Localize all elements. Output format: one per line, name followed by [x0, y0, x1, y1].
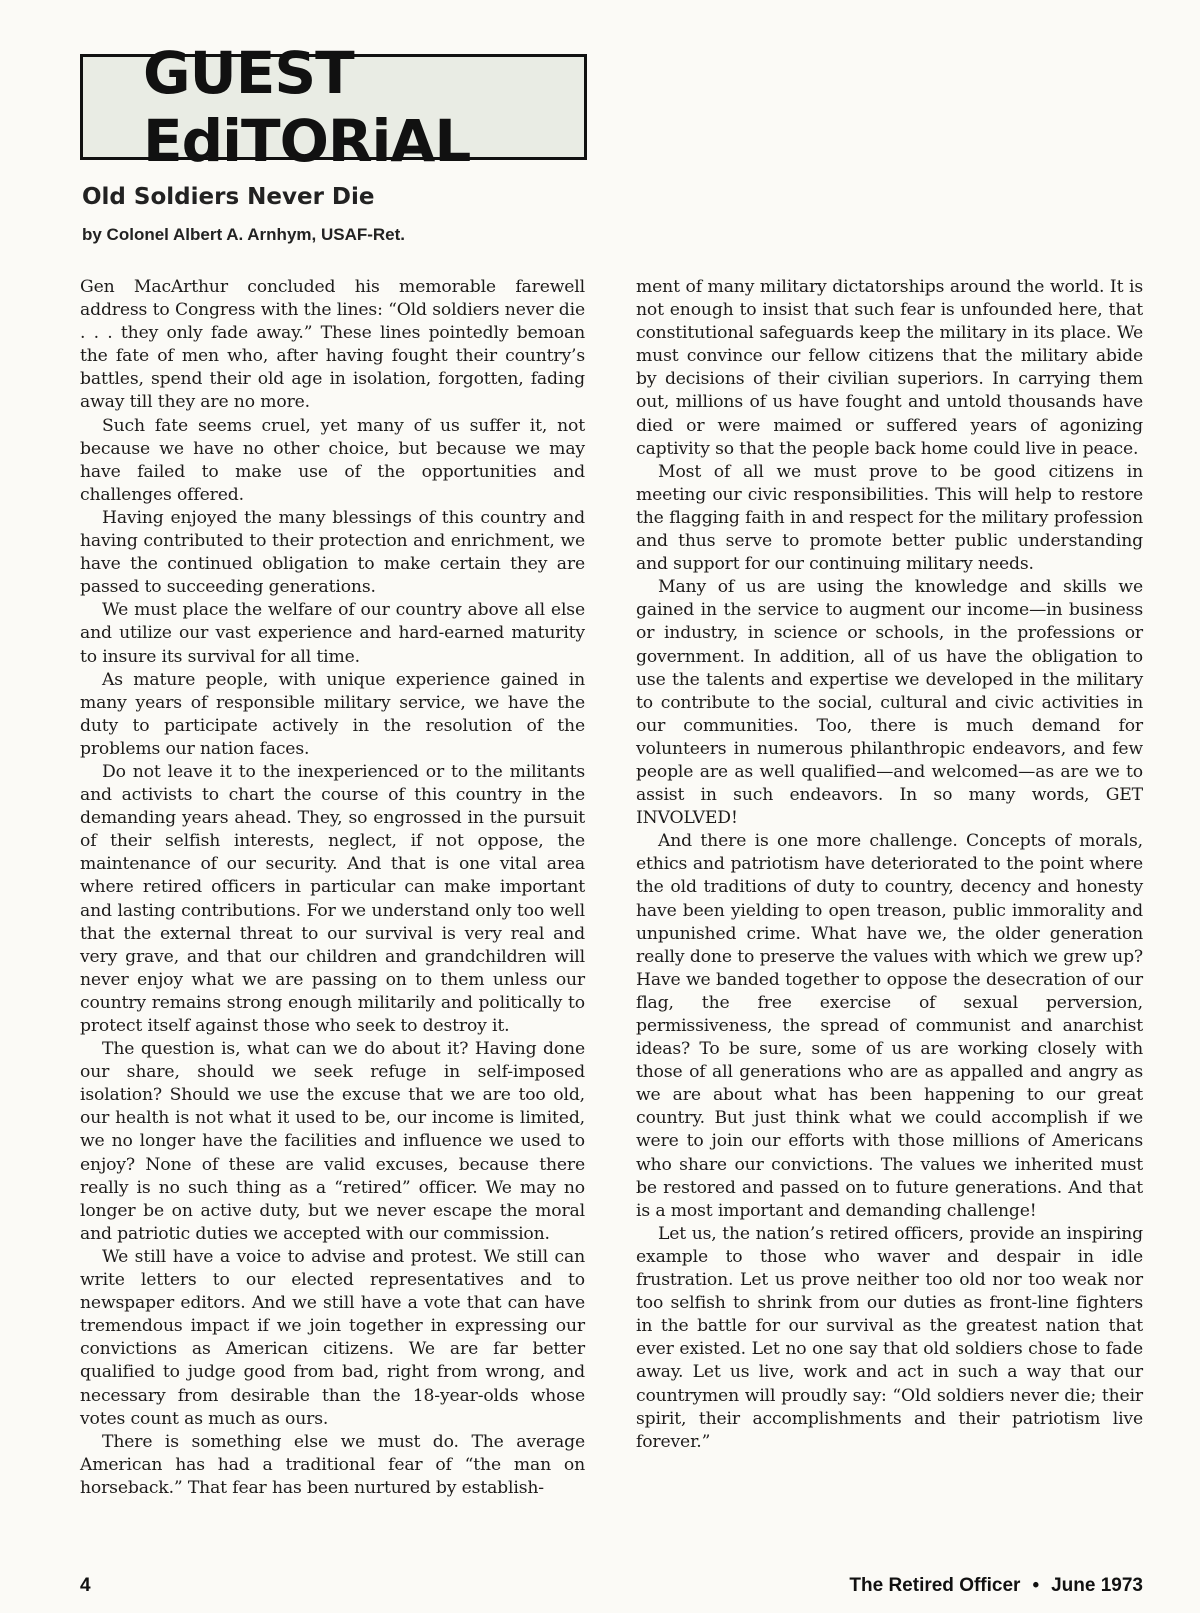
page-number: 4 — [80, 1575, 91, 1596]
paragraph: Such fate seems cruel, yet many of us suffer it, not because we have no other choice, but because we may have failed to make use of the opportunities and challenges offered. — [80, 415, 585, 505]
right-column — [636, 276, 1143, 1454]
issue-date: June 1973 — [1051, 1575, 1143, 1596]
paragraph: As mature people, with unique experience gained in many years of responsible military service, we have the duty to participate actively in the resolution of the problems our nation faces. — [80, 669, 585, 759]
paragraph: Do not leave it to the inexperienced or to the militants and activists to chart the course of this country in the demanding years ahead. They, so engrossed in the pursuit of their selfish interests, neglect, if not oppose, the maintenance of our security. And that is one vital area where retired officers in particular can make important and lasting contributions. For we understand only too well that the external threat to our survival is very real and very grave, and that our children and grandchildren will never enjoy what we are passing on to them unless our country remains strong enough militarily and politically to protect itself against those who seek to destroy it. — [80, 761, 585, 1036]
banner-title: GUEST EdiTORiAL — [143, 39, 471, 175]
bullet-separator: • — [1032, 1575, 1040, 1596]
paragraph: And there is one more challenge. Concepts of morals, ethics and patriotism have deteriorated to the point where the old traditions of duty to country, decency and honesty have been yielding to open treason, public immorality and unpunished crime. What have we, the older generation really done to preserve the values with which we grew up? Have we banded together to oppose the desecration of our flag, the free exercise of sexual perversion, permissiveness, the spread of communist and anarchist ideas? To be sure, some of us are working closely with those of all generations who are as appalled and angry as we are about what has been happening to our great country. But just think what we could accomplish if we were to join our efforts with those millions of Americans who share our convictions. The values we inherited must be restored and passed on to future generations. And that is a most important and demanding challenge! — [636, 831, 1143, 1221]
byline: by Colonel Albert A. Arnhym, USAF-Ret. — [82, 225, 406, 244]
paragraph: There is something else we must do. The average American has had a traditional fear of “the man on horseback.” That fear has been nurtured by establish- — [80, 1431, 585, 1498]
paragraph: Many of us are using the knowledge and skills we gained in the service to augment our income—in business or industry, in science or schools, in the professions or government. In addition, all of us have the obligation to use the talents and expertise we developed in the military to contribute to the social, cultural and civic activities in our communities. Too, there is much demand for volunteers in numerous philanthropic endeavors, and few people are as well qualified—and welcomed—as are we to assist in such endeavors. In so many words, GET INVOLVED! — [636, 577, 1143, 829]
paragraph: Having enjoyed the many blessings of this country and having contributed to their protection and enrichment, we have the continued obligation to make certain they are passed to succeeding generations. — [80, 507, 585, 598]
paragraph: Let us, the nation’s retired officers, provide an inspiring example to those who waver and despair in idle frustration. Let us prove neither too old nor too weak nor too selfish to shrink from our duties as front-line fighters in the battle for our survival as the greatest nation that ever existed. Let no one say that old soldiers chose to fade away. Let us live, work and act in such a way that our countrymen will proudly say: “Old soldiers never die; their spirit, their accomplishments and their patriotism live forever.” — [636, 1223, 1143, 1452]
guest-editorial-banner — [80, 39, 587, 175]
article-title: Old Soldiers Never Die — [82, 184, 375, 210]
left-column — [80, 276, 585, 1500]
paragraph: We still have a voice to advise and protest. We still can write letters to our elected representatives and to newspaper editors. And we still have a vote that can have tremendous impact if we join together in expressing our convictions as American citizens. We are far better qualified to judge good from bad, right from wrong, and necessary from desirable than the 18-year-olds whose votes count as much as ours. — [80, 1246, 585, 1429]
paragraph: ment of many military dictatorships around the world. It is not enough to insist that such fear is unfounded here, that constitutional safeguards keep the military in its place. We must convince our fellow citizens that the military abide by decisions of their civilian superiors. In carrying them out, millions of us have fought and untold thousands have died or were maimed or suffered years of agonizing captivity so that the people back home could live in peace. — [636, 277, 1143, 459]
publication-line — [849, 1575, 1143, 1597]
paragraph: Most of all we must prove to be good citizens in meeting our civic responsibilities. This will help to restore the flagging faith in and respect for the military profession and thus serve to promote better public understanding and support for our continuing military needs. — [636, 461, 1143, 575]
paragraph: We must place the welfare of our country above all else and utilize our vast experience and hard-earned maturity to insure its survival for all time. — [80, 600, 585, 667]
paragraph: Gen MacArthur concluded his memorable farewell address to Congress with the lines: “Old soldiers never die . . . they only fade away.” These lines pointedly bemoan the fate of men who, after having fought their country’s battles, spend their old age in isolation, forgotten, fading away till they are no more. — [80, 277, 585, 413]
paragraph: The question is, what can we do about it? Having done our share, should we seek refuge in self-imposed isolation? Should we use the excuse that we are too old, our health is not what it used to be, our income is limited, we no longer have the facilities and influence we used to enjoy? None of these are valid excuses, because there really is no such thing as a “retired” officer. We may no longer be on active duty, but we never escape the moral and patriotic duties we accepted with our commission. — [80, 1039, 585, 1244]
publication-name: The Retired Officer — [849, 1575, 1021, 1596]
